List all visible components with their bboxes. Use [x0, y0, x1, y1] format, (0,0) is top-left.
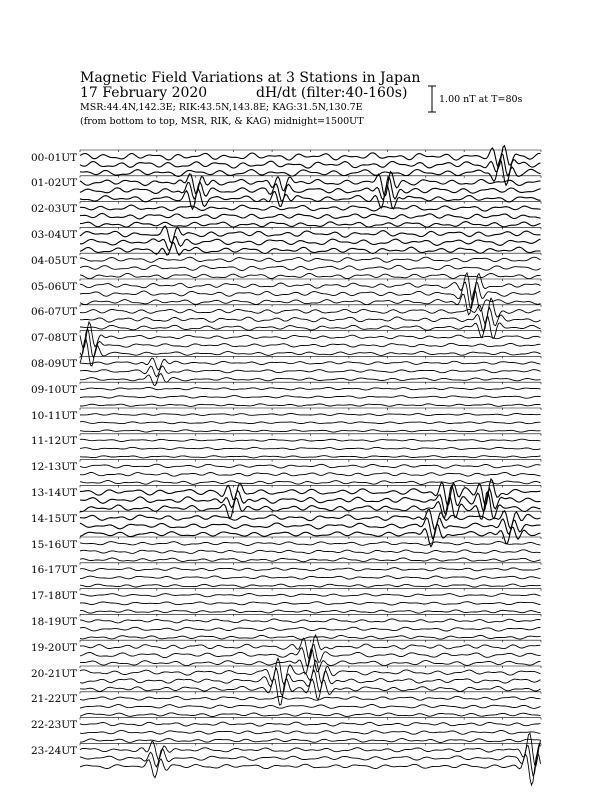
station-trace-msr: [80, 222, 541, 228]
hour-label: 13-14UT: [31, 486, 78, 499]
station-trace-msr: [80, 752, 541, 785]
station-trace-kag: [80, 205, 541, 211]
station-trace-kag: [80, 594, 541, 597]
chart-title: Magnetic Field Variations at 3 Stations in Japan: [80, 70, 421, 86]
station-trace-kag: [80, 619, 541, 623]
station-trace-rik: [80, 328, 541, 357]
trace-group: [80, 146, 541, 786]
station-trace-msr: [80, 456, 541, 458]
hour-label: 17-18UT: [31, 590, 78, 603]
hour-label: 23-24UT: [31, 744, 78, 757]
station-coordinates: MSR:44.4N,142.3E; RIK:43.5N,143.8E; KAG:31.5N,130.7E: [80, 102, 363, 113]
station-trace-rik: [80, 602, 541, 605]
hour-label: 18-19UT: [31, 615, 78, 628]
station-trace-rik: [80, 730, 541, 734]
station-trace-msr: [80, 713, 541, 717]
hour-label: 19-20UT: [31, 641, 78, 654]
hour-label: 01-02UT: [31, 177, 78, 190]
station-trace-rik: [80, 447, 541, 449]
station-trace-msr: [80, 584, 541, 587]
hour-label: 14-15UT: [31, 512, 78, 525]
station-trace-rik: [80, 473, 541, 477]
station-trace-msr: [80, 610, 541, 613]
station-trace-kag: [80, 146, 541, 168]
station-trace-msr: [80, 635, 541, 639]
hour-label: 05-06UT: [31, 280, 78, 293]
station-trace-rik: [80, 265, 541, 270]
hour-label: 04-05UT: [31, 254, 78, 267]
station-order-note: (from bottom to top, MSR, RIK, & KAG) midnight=1500UT: [80, 116, 364, 127]
hour-label: 08-09UT: [31, 357, 78, 370]
station-trace-kag: [80, 388, 541, 390]
hour-label: 09-10UT: [31, 383, 78, 396]
station-trace-rik: [80, 396, 541, 399]
hour-label: 10-11UT: [31, 409, 78, 422]
station-trace-kag: [80, 439, 541, 441]
station-trace-rik: [80, 705, 541, 709]
station-trace-msr: [80, 481, 541, 485]
station-trace-kag: [80, 257, 541, 262]
station-trace-rik: [80, 550, 541, 554]
hour-label: 07-08UT: [31, 332, 78, 345]
hour-label: 06-07UT: [31, 306, 78, 319]
station-trace-msr: [80, 273, 541, 278]
hour-label: 11-12UT: [31, 435, 78, 448]
scale-bar-label: 1.00 nT at T=80s: [439, 94, 523, 105]
station-trace-rik: [80, 645, 541, 667]
station-trace-kag: [80, 464, 541, 468]
hour-label: 21-22UT: [31, 693, 78, 706]
station-trace-rik: [80, 237, 541, 251]
station-trace-rik: [80, 422, 541, 424]
station-trace-kag: [80, 542, 541, 546]
station-trace-msr: [80, 558, 541, 562]
station-trace-rik: [80, 576, 541, 579]
station-trace-kag: [80, 568, 541, 571]
hour-label: 16-17UT: [31, 564, 78, 577]
station-trace-kag: [80, 413, 541, 415]
hour-label: 12-13UT: [31, 461, 78, 474]
station-trace-kag: [80, 322, 541, 348]
station-trace-msr: [80, 430, 541, 432]
hour-label: 02-03UT: [31, 203, 78, 216]
hour-label: 22-23UT: [31, 719, 78, 732]
station-trace-kag: [80, 722, 541, 726]
station-trace-rik: [80, 177, 541, 202]
station-trace-kag: [80, 733, 541, 766]
station-trace-kag: [80, 696, 541, 700]
station-trace-msr: [80, 491, 541, 519]
chart-date: 17 February 2020: [80, 85, 208, 101]
hour-label: 00-01UT: [31, 151, 78, 164]
chart-filter: dH/dt (filter:40-160s): [256, 85, 408, 101]
station-trace-rik: [80, 627, 541, 631]
station-trace-msr: [80, 404, 541, 407]
station-trace-rik: [80, 214, 541, 219]
hour-label: 20-21UT: [31, 667, 78, 680]
hour-label: 03-04UT: [31, 228, 78, 241]
station-trace-msr: [80, 739, 541, 743]
hour-label: 15-16UT: [31, 538, 78, 551]
